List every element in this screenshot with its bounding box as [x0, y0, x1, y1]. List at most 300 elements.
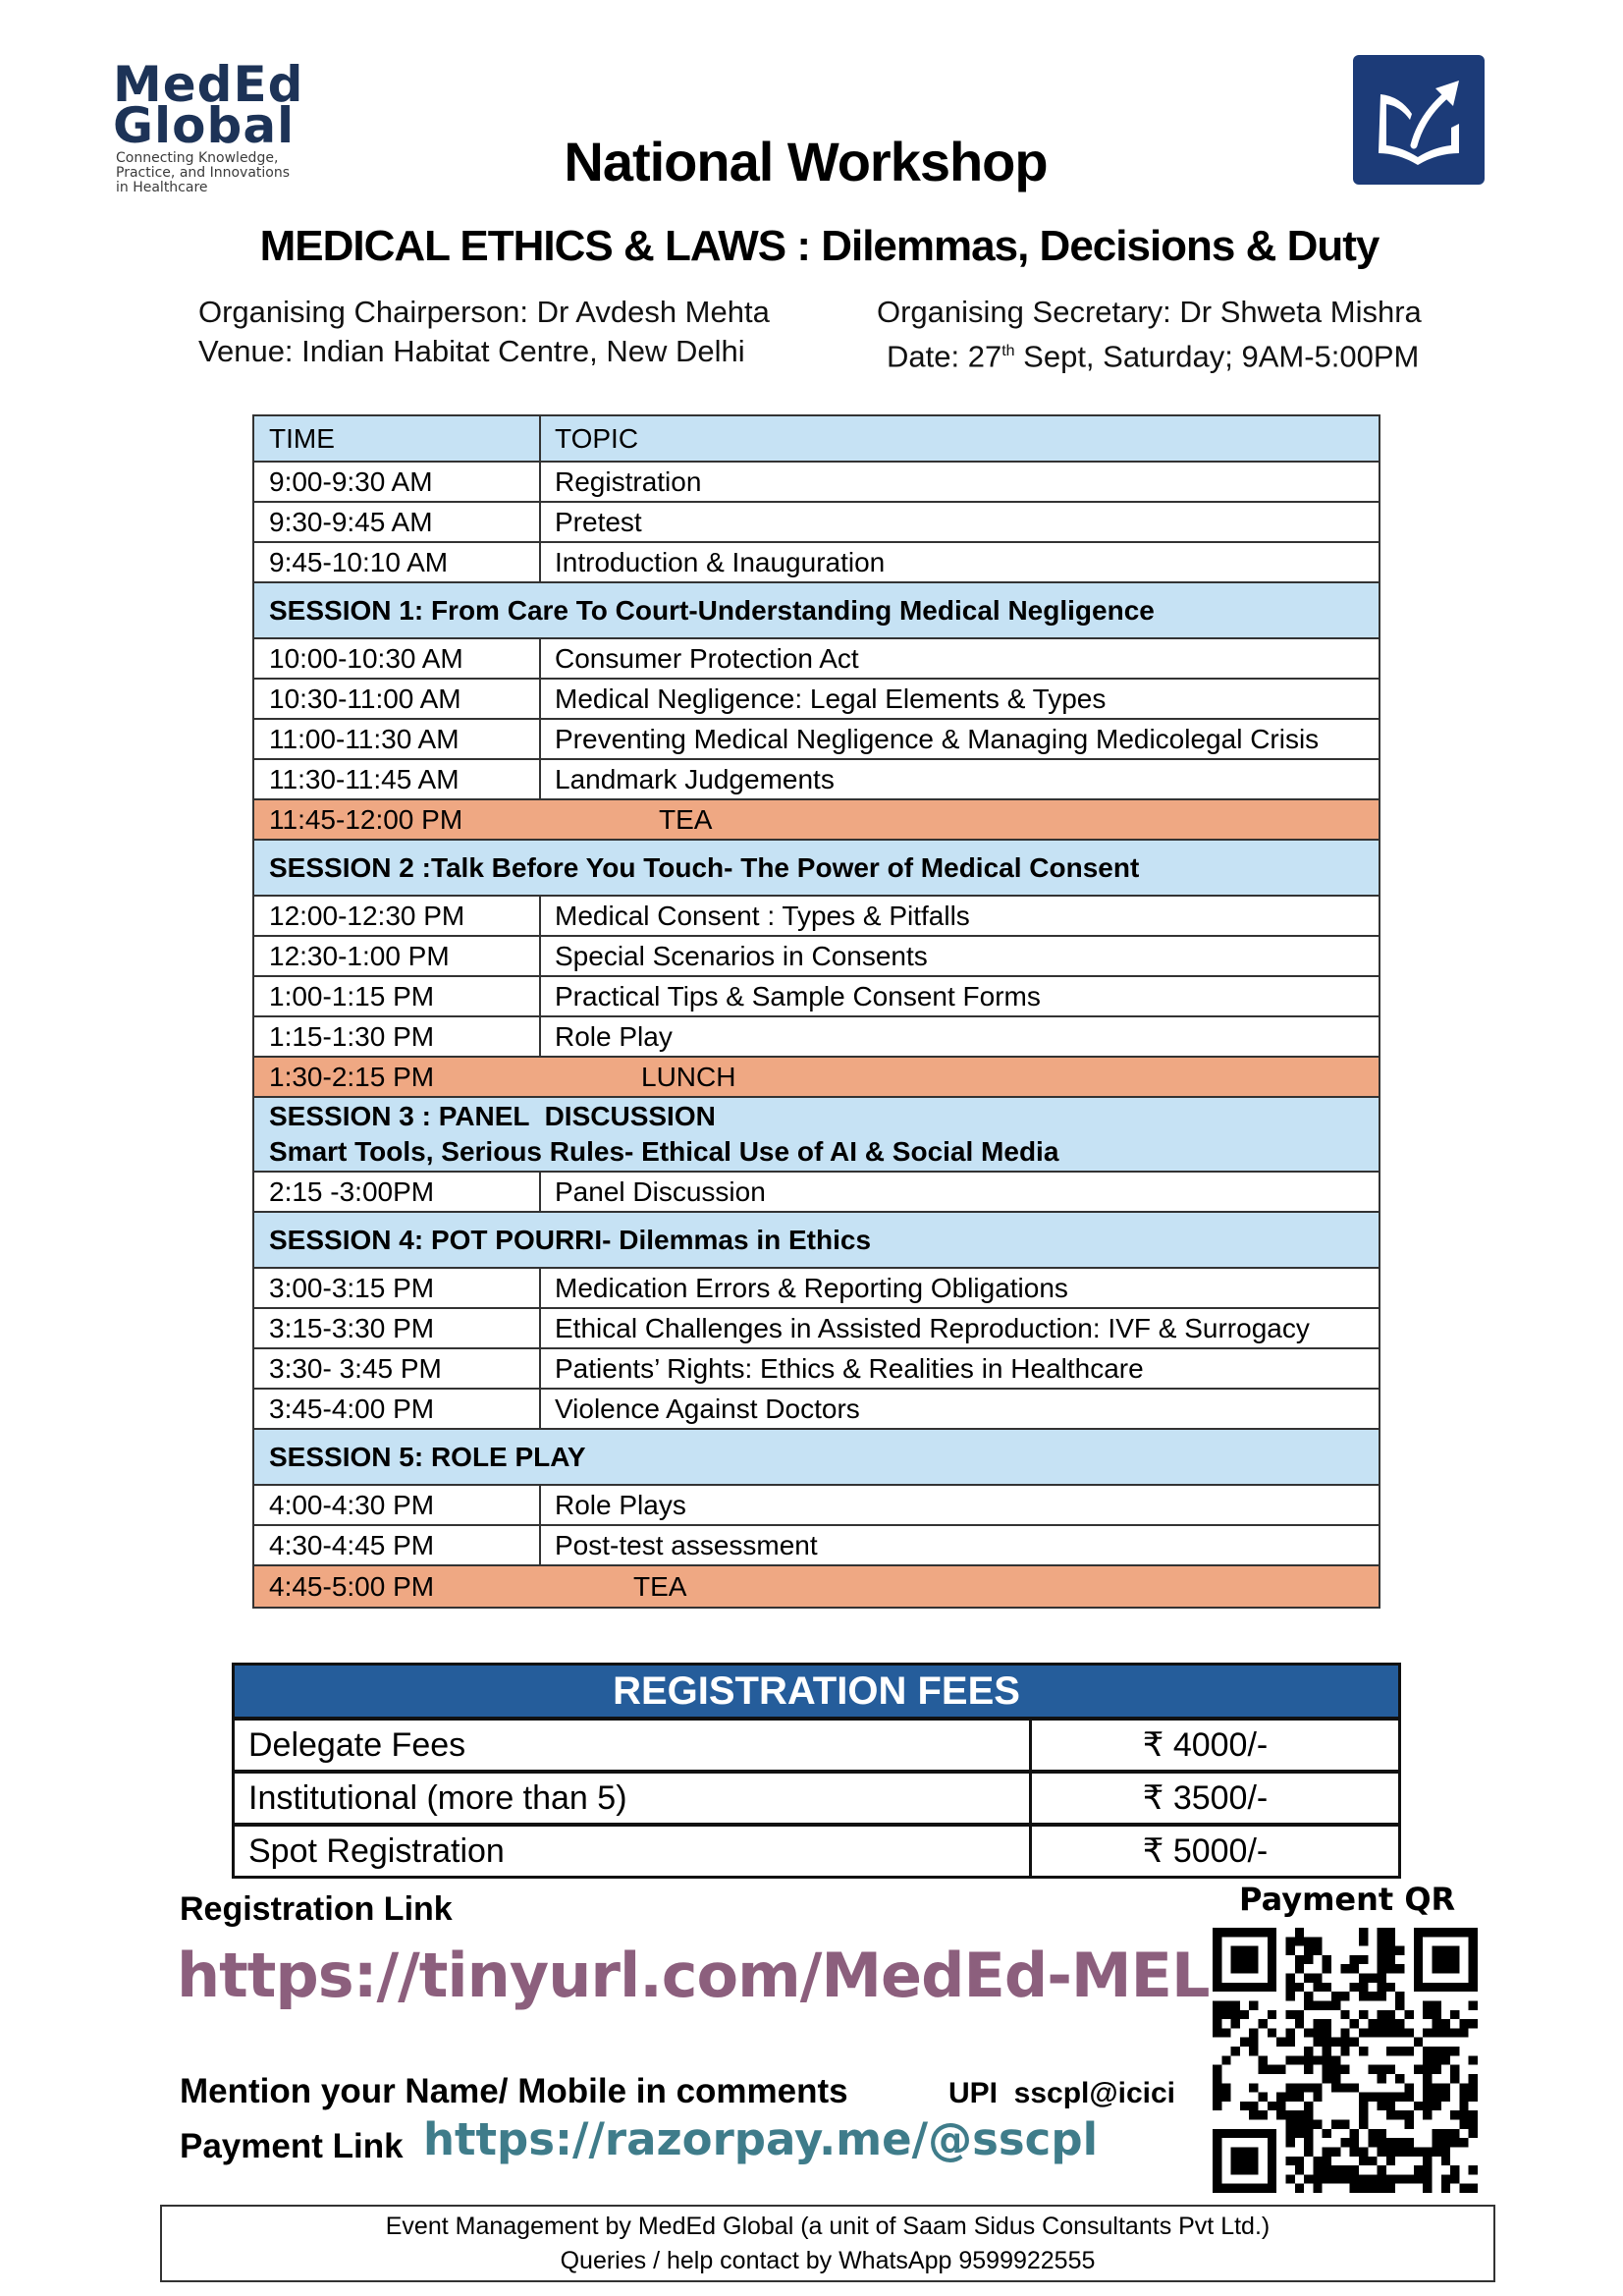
qr-module — [1378, 2019, 1386, 2028]
qr-module — [1469, 2184, 1478, 2193]
session-title: SESSION 2 :Talk Before You Touch- The Power of Medical Consent — [269, 851, 1140, 883]
qr-module — [1459, 2083, 1468, 2092]
session-title: SESSION 4: POT POURRI- Dilemmas in Ethics — [269, 1224, 872, 1255]
session-header-row — [254, 1213, 1379, 1269]
session-topic: Practical Tips & Sample Consent Forms — [555, 980, 1041, 1011]
qr-module — [1395, 2000, 1404, 2009]
qr-module — [1459, 2110, 1468, 2119]
session-time: 1:00-1:15 PM — [254, 977, 541, 1015]
secretary: Organising Secretary: Dr Shweta Mishra — [877, 295, 1422, 329]
qr-module — [1240, 2102, 1249, 2110]
qr-module — [1432, 2083, 1440, 2092]
qr-module — [1386, 2047, 1395, 2055]
schedule-row — [254, 977, 1379, 1017]
qr-module — [1331, 2083, 1340, 2092]
qr-module — [1285, 2093, 1294, 2102]
fee-row — [235, 1721, 1398, 1774]
qr-module — [1359, 2184, 1368, 2193]
qr-module — [1221, 2000, 1230, 2009]
qr-module — [1285, 2028, 1294, 2037]
qr-module — [1405, 2010, 1414, 2019]
qr-module — [1240, 2010, 1249, 2019]
qr-module — [1405, 2120, 1414, 2129]
schedule-row — [254, 639, 1379, 680]
qr-module — [1378, 2184, 1386, 2193]
qr-module — [1469, 2083, 1478, 2092]
qr-module — [1432, 2093, 1440, 2102]
qr-module — [1378, 2129, 1386, 2138]
qr-module — [1395, 2019, 1404, 2028]
qr-module — [1323, 2129, 1331, 2138]
footer-line-1: Event Management by MedEd Global (a unit of Saam Sidus Consultants Pvt Ltd.) — [385, 2213, 1271, 2240]
qr-module — [1423, 2165, 1432, 2174]
qr-module — [1340, 2047, 1349, 2055]
qr-module — [1359, 2102, 1368, 2110]
qr-module — [1285, 2110, 1294, 2119]
fee-amount: ₹ 4000/- — [1142, 1726, 1269, 1764]
qr-module — [1268, 2065, 1276, 2074]
session-time: 11:00-11:30 AM — [254, 720, 541, 758]
qr-module — [1331, 2065, 1340, 2074]
qr-module — [1285, 1946, 1294, 1955]
break-time: 11:45-12:00 PM — [269, 803, 463, 835]
break-label: TEA — [659, 803, 713, 835]
session-time: 4:30-4:45 PM — [254, 1526, 541, 1564]
qr-module — [1259, 2065, 1268, 2074]
qr-module — [1295, 2019, 1304, 2028]
payment-link-label: Payment Link — [180, 2127, 404, 2165]
qr-module — [1441, 2047, 1450, 2055]
qr-module — [1423, 2093, 1432, 2102]
qr-module — [1323, 2157, 1331, 2165]
qr-module — [1359, 1992, 1368, 2000]
qr-module — [1395, 2047, 1404, 2055]
qr-module — [1285, 2010, 1294, 2019]
session-topic: Patients’ Rights: Ethics & Realities in Healthcare — [555, 1352, 1144, 1384]
qr-module — [1386, 1946, 1395, 1955]
qr-module — [1323, 1964, 1331, 1973]
qr-module — [1405, 2174, 1414, 2183]
qr-module — [1304, 2083, 1313, 2092]
session-time: 11:30-11:45 AM — [254, 760, 541, 798]
qr-module — [1295, 2184, 1304, 2193]
session-topic: Pretest — [555, 506, 642, 537]
qr-module — [1340, 2174, 1349, 2183]
qr-module — [1432, 1946, 1459, 1974]
payment-qr-label: Payment QR — [1239, 1881, 1456, 1918]
schedule-row — [254, 503, 1379, 543]
schedule-row — [254, 720, 1379, 760]
session-topic: Preventing Medical Negligence & Managing Medicolegal Crisis — [555, 723, 1320, 754]
qr-module — [1350, 2138, 1359, 2147]
qr-module — [1378, 2102, 1386, 2110]
qr-module — [1414, 2174, 1423, 2183]
qr-module — [1350, 2174, 1359, 2183]
qr-module — [1423, 2102, 1432, 2110]
qr-module — [1249, 2102, 1258, 2110]
qr-module — [1378, 1937, 1386, 1945]
qr-module — [1395, 2093, 1404, 2102]
qr-module — [1313, 2028, 1322, 2037]
qr-module — [1231, 2010, 1240, 2019]
session-time: 3:45-4:00 PM — [254, 1390, 541, 1428]
qr-module — [1259, 2055, 1268, 2064]
qr-module — [1249, 2028, 1258, 2037]
schedule-table — [252, 414, 1380, 1609]
qr-module — [1386, 1937, 1395, 1945]
qr-module — [1441, 2093, 1450, 2102]
qr-module — [1395, 2138, 1404, 2147]
qr-module — [1276, 2093, 1285, 2102]
qr-module — [1340, 2038, 1349, 2047]
qr-module — [1213, 2000, 1221, 2009]
footer-box — [160, 2205, 1495, 2282]
qr-module — [1378, 2138, 1386, 2147]
qr-module — [1405, 2047, 1414, 2055]
qr-module — [1395, 2147, 1404, 2156]
qr-module — [1304, 1974, 1313, 1983]
qr-module — [1350, 1983, 1359, 1992]
qr-module — [1350, 2129, 1359, 2138]
qr-module — [1304, 2028, 1313, 2037]
qr-module — [1441, 2147, 1450, 2156]
qr-module — [1386, 1983, 1395, 1992]
qr-module — [1359, 1974, 1368, 1983]
qr-module — [1378, 2065, 1386, 2074]
qr-module — [1378, 1928, 1386, 1937]
schedule-row — [254, 1017, 1379, 1058]
qr-module — [1313, 2083, 1322, 2092]
column-header-time: TIME — [254, 416, 541, 461]
qr-module — [1259, 2093, 1268, 2102]
qr-module — [1323, 2038, 1331, 2047]
qr-module — [1405, 2147, 1414, 2156]
session-time: 9:45-10:10 AM — [254, 543, 541, 581]
qr-module — [1285, 2174, 1294, 2183]
qr-module — [1285, 2083, 1294, 2092]
fee-amount: ₹ 5000/- — [1142, 1832, 1269, 1870]
qr-module — [1450, 2110, 1459, 2119]
qr-module — [1441, 2083, 1450, 2092]
qr-module — [1368, 2184, 1377, 2193]
qr-module — [1386, 2019, 1395, 2028]
qr-module — [1432, 2147, 1440, 2156]
fee-category: Delegate Fees — [235, 1721, 1032, 1770]
qr-module — [1459, 2093, 1468, 2102]
qr-module — [1285, 2055, 1294, 2064]
qr-module — [1386, 1928, 1395, 1937]
qr-module — [1423, 2028, 1432, 2037]
qr-module — [1295, 2120, 1304, 2129]
session-time: 9:30-9:45 AM — [254, 503, 541, 541]
qr-module — [1213, 2093, 1221, 2102]
session-title: SESSION 3 : PANEL DISCUSSION — [269, 1101, 716, 1131]
schedule-header-row — [254, 416, 1379, 463]
schedule-row — [254, 680, 1379, 720]
qr-module — [1368, 1974, 1377, 1983]
qr-module — [1378, 1983, 1386, 1992]
qr-module — [1432, 2000, 1440, 2009]
qr-module — [1285, 1992, 1294, 2000]
schedule-row — [254, 760, 1379, 800]
qr-module — [1340, 1964, 1349, 1973]
qr-module — [1450, 2165, 1459, 2174]
qr-module — [1450, 2047, 1459, 2055]
schedule-row — [254, 463, 1379, 503]
payment-qr-code[interactable] — [1213, 1928, 1478, 2193]
qr-module — [1386, 2184, 1395, 2193]
session-time: 4:00-4:30 PM — [254, 1486, 541, 1524]
schedule-row — [254, 1486, 1379, 1526]
qr-module — [1323, 2055, 1331, 2064]
fees-title: REGISTRATION FEES — [235, 1666, 1398, 1721]
qr-module — [1304, 2102, 1313, 2110]
qr-module — [1340, 2065, 1349, 2074]
qr-module — [1268, 2028, 1276, 2037]
schedule-row — [254, 937, 1379, 977]
upi-id: UPI sscpl@icici — [948, 2077, 1176, 2109]
qr-module — [1414, 2165, 1423, 2174]
qr-module — [1450, 2129, 1459, 2138]
qr-module — [1359, 2120, 1368, 2129]
qr-module — [1432, 2010, 1440, 2019]
qr-module — [1213, 2028, 1221, 2037]
session-topic: Medical Consent : Types & Pitfalls — [555, 900, 970, 931]
qr-module — [1340, 2010, 1349, 2019]
qr-module — [1432, 2019, 1440, 2028]
date-rest: Sept, Saturday; 9AM-5:00PM — [1014, 339, 1420, 374]
session-time: 10:00-10:30 AM — [254, 639, 541, 678]
qr-module — [1313, 2120, 1322, 2129]
qr-module — [1423, 2083, 1432, 2092]
qr-module — [1368, 2093, 1377, 2102]
qr-module — [1276, 2065, 1285, 2074]
qr-module — [1386, 2102, 1395, 2110]
qr-module — [1323, 2165, 1331, 2174]
qr-module — [1313, 2019, 1322, 2028]
qr-module — [1331, 2055, 1340, 2064]
qr-module — [1423, 2110, 1432, 2119]
qr-module — [1386, 2065, 1395, 2074]
qr-module — [1441, 2174, 1450, 2183]
qr-module — [1414, 2038, 1423, 2047]
qr-module — [1268, 2102, 1276, 2110]
qr-module — [1378, 1974, 1386, 1983]
qr-module — [1304, 2129, 1313, 2138]
qr-module — [1414, 2065, 1423, 2074]
qr-module — [1249, 2000, 1258, 2009]
payment-link[interactable]: https://razorpay.me/@sscpl — [423, 2113, 1098, 2165]
qr-module — [1359, 2093, 1368, 2102]
session-subtitle: Smart Tools, Serious Rules- Ethical Use of AI & Social Media — [269, 1136, 1059, 1167]
session-topic: Medical Negligence: Legal Elements & Types — [555, 683, 1107, 714]
qr-module — [1313, 1946, 1322, 1955]
qr-module — [1276, 2038, 1285, 2047]
registration-fees-table — [232, 1663, 1401, 1879]
qr-module — [1359, 1928, 1368, 1937]
session-time: 10:30-11:00 AM — [254, 680, 541, 718]
qr-module — [1469, 2165, 1478, 2174]
qr-module — [1450, 2010, 1459, 2019]
qr-module — [1386, 1964, 1395, 1973]
qr-module — [1423, 2184, 1432, 2193]
qr-module — [1450, 2028, 1459, 2037]
qr-module — [1350, 1955, 1359, 1964]
session-topic: Post-test assessment — [555, 1529, 818, 1560]
qr-module — [1313, 2038, 1322, 2047]
qr-module — [1213, 2065, 1221, 2074]
fee-row — [235, 1774, 1398, 1827]
qr-module — [1359, 1983, 1368, 1992]
qr-module — [1469, 2110, 1478, 2119]
qr-module — [1359, 2110, 1368, 2119]
session-time: 9:00-9:30 AM — [254, 463, 541, 501]
qr-module — [1304, 2174, 1313, 2183]
session-time: 12:30-1:00 PM — [254, 937, 541, 975]
qr-module — [1231, 2000, 1240, 2009]
qr-module — [1359, 2147, 1368, 2156]
qr-module — [1386, 2157, 1395, 2165]
qr-module — [1285, 1983, 1294, 1992]
qr-module — [1368, 2129, 1377, 2138]
logo-line-2: Global — [113, 97, 296, 154]
qr-module — [1323, 2028, 1331, 2037]
qr-module — [1432, 2065, 1440, 2074]
registration-link-label: Registration Link — [180, 1890, 453, 1928]
qr-module — [1313, 2000, 1322, 2009]
registration-link[interactable]: https://tinyurl.com/MedEd-MEL — [177, 1940, 1210, 2011]
qr-module — [1386, 2147, 1395, 2156]
qr-module — [1423, 2147, 1432, 2156]
qr-module — [1221, 2028, 1230, 2037]
qr-module — [1386, 2028, 1395, 2037]
session-title: SESSION 5: ROLE PLAY — [269, 1441, 586, 1472]
qr-module — [1285, 2138, 1294, 2147]
qr-module — [1395, 1992, 1404, 2000]
schedule-row — [254, 1349, 1379, 1390]
fee-amount: ₹ 3500/- — [1142, 1779, 1269, 1817]
qr-module — [1469, 2120, 1478, 2129]
qr-module — [1378, 2028, 1386, 2037]
qr-module — [1295, 1928, 1304, 1937]
qr-module — [1368, 1992, 1377, 2000]
schedule-row — [254, 543, 1379, 583]
qr-module — [1441, 2138, 1450, 2147]
session-topic: Violence Against Doctors — [555, 1393, 860, 1424]
qr-module — [1432, 2047, 1440, 2055]
fee-category: Institutional (more than 5) — [235, 1774, 1032, 1823]
qr-module — [1213, 2019, 1221, 2028]
qr-module — [1313, 2157, 1322, 2165]
qr-module — [1395, 1946, 1404, 1955]
qr-module — [1368, 2157, 1377, 2165]
qr-module — [1469, 2074, 1478, 2083]
column-header-topic: TOPIC — [555, 422, 639, 454]
qr-module — [1304, 2000, 1313, 2009]
break-row — [254, 800, 1379, 841]
qr-module — [1285, 1937, 1294, 1945]
qr-module — [1350, 2038, 1359, 2047]
qr-module — [1378, 2010, 1386, 2019]
qr-module — [1331, 2074, 1340, 2083]
qr-module — [1423, 2074, 1432, 2083]
tagline-line: in Healthcare — [116, 180, 208, 195]
qr-module — [1459, 2138, 1468, 2147]
qr-module — [1323, 2074, 1331, 2083]
session-topic: Landmark Judgements — [555, 763, 835, 794]
qr-module — [1231, 2019, 1240, 2028]
qr-module — [1304, 1992, 1313, 2000]
qr-module — [1340, 1992, 1349, 2000]
qr-module — [1304, 1937, 1313, 1945]
session-topic: Role Plays — [555, 1489, 686, 1520]
qr-module — [1378, 2074, 1386, 2083]
tagline-line: Connecting Knowledge, — [116, 150, 279, 166]
qr-module — [1386, 2138, 1395, 2147]
qr-module — [1221, 2093, 1230, 2102]
qr-module — [1359, 1955, 1368, 1964]
qr-module — [1423, 2000, 1432, 2009]
qr-module — [1368, 2028, 1377, 2037]
qr-module — [1304, 2120, 1313, 2129]
qr-module — [1414, 2147, 1423, 2156]
fee-row — [235, 1827, 1398, 1876]
qr-module — [1323, 2174, 1331, 2183]
session-time: 3:30- 3:45 PM — [254, 1349, 541, 1388]
qr-module — [1378, 1964, 1386, 1973]
session-header-row — [254, 841, 1379, 897]
qr-module — [1340, 2120, 1349, 2129]
qr-module — [1304, 2065, 1313, 2074]
qr-module — [1313, 1974, 1322, 1983]
qr-module — [1386, 2110, 1395, 2119]
qr-module — [1331, 2174, 1340, 2183]
qr-module — [1432, 2102, 1440, 2110]
qr-module — [1295, 2055, 1304, 2064]
qr-module — [1450, 2074, 1459, 2083]
qr-module — [1469, 2000, 1478, 2009]
qr-module — [1386, 2093, 1395, 2102]
session-topic: Introduction & Inauguration — [555, 546, 886, 577]
schedule-row — [254, 1526, 1379, 1566]
session-title: SESSION 1: From Care To Court-Understanding Medical Negligence — [269, 594, 1155, 626]
qr-module — [1331, 2000, 1340, 2009]
qr-module — [1395, 2110, 1404, 2119]
qr-module — [1259, 2110, 1268, 2119]
qr-module — [1350, 2083, 1359, 2092]
qr-module — [1432, 2129, 1440, 2138]
qr-module — [1350, 2165, 1359, 2174]
qr-module — [1405, 2138, 1414, 2147]
session-topic: Consumer Protection Act — [555, 642, 859, 674]
qr-module — [1350, 2147, 1359, 2156]
session-time: 3:00-3:15 PM — [254, 1269, 541, 1307]
qr-module — [1469, 2093, 1478, 2102]
qr-module — [1331, 2147, 1340, 2156]
qr-module — [1259, 2019, 1268, 2028]
qr-module — [1295, 2010, 1304, 2019]
qr-module — [1295, 1937, 1304, 1945]
qr-module — [1441, 2055, 1450, 2064]
qr-module — [1350, 2019, 1359, 2028]
session-topic: Medication Errors & Reporting Obligations — [555, 1272, 1068, 1303]
date-prefix: Date: 27 — [887, 339, 1002, 374]
qr-module — [1331, 1992, 1340, 2000]
qr-module — [1450, 2138, 1459, 2147]
qr-module — [1378, 1955, 1386, 1964]
qr-module — [1213, 2083, 1221, 2092]
qr-module — [1340, 2138, 1349, 2147]
